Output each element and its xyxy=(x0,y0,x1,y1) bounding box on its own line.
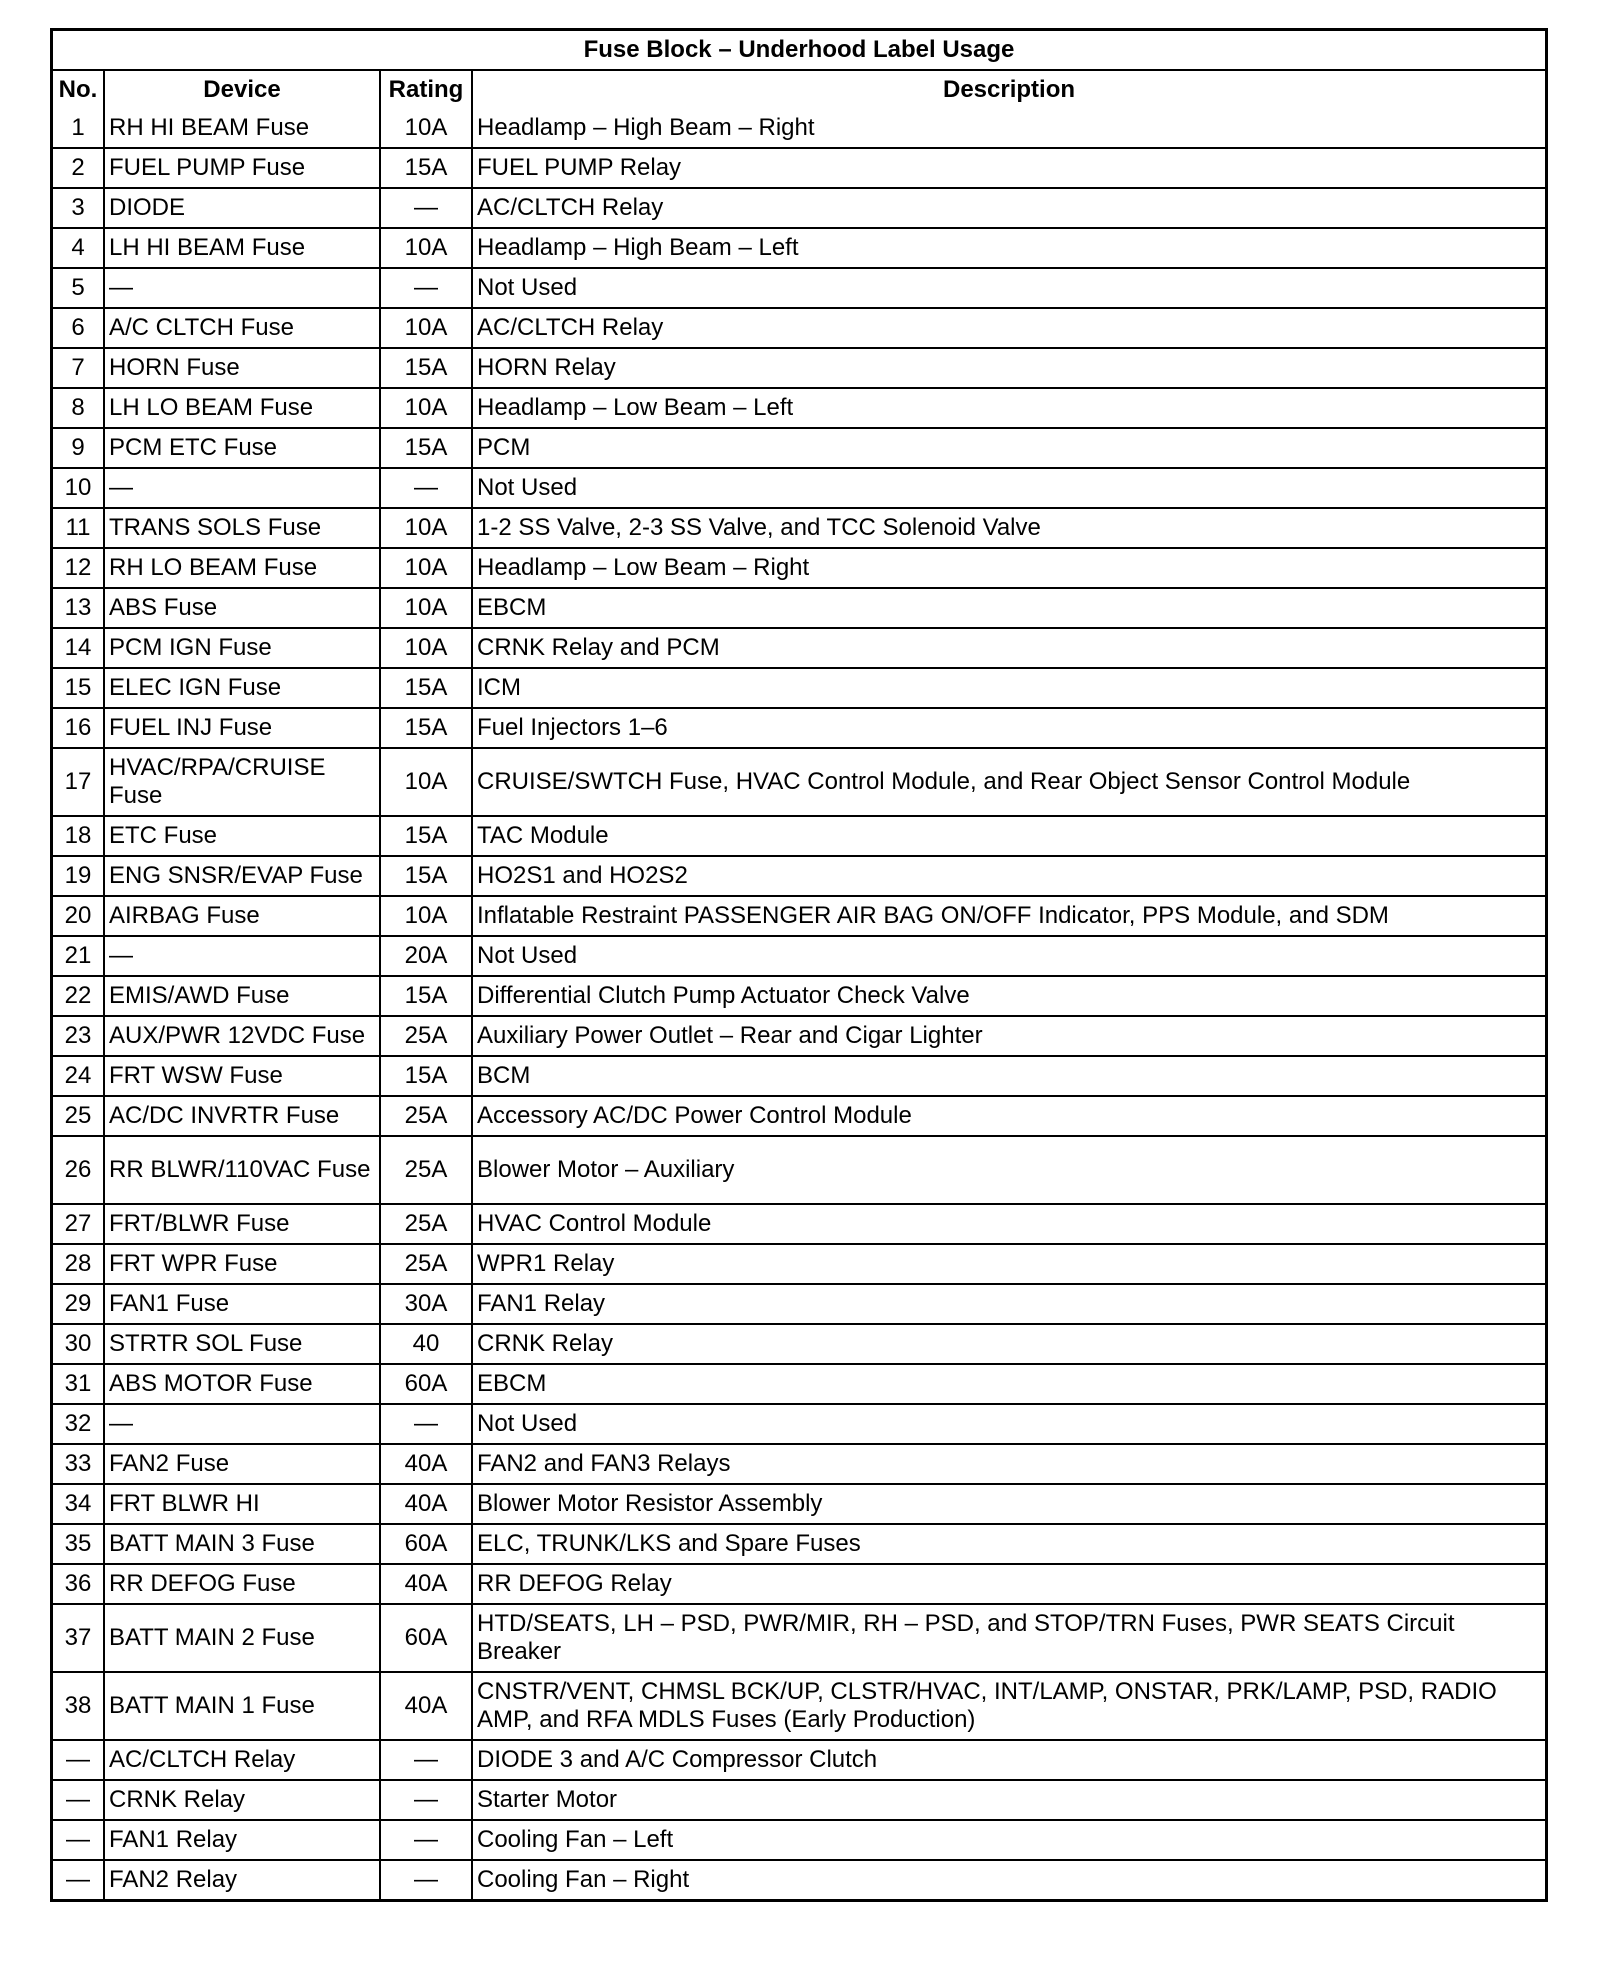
column-header-no: No. xyxy=(53,71,105,109)
cell-rating: 15A xyxy=(381,977,473,1017)
cell-rating: 60A xyxy=(381,1365,473,1405)
table-row xyxy=(53,1205,1545,1245)
cell-no: 8 xyxy=(53,389,105,429)
column-header-device: Device xyxy=(105,71,381,109)
cell-rating: 10A xyxy=(381,549,473,589)
cell-description: WPR1 Relay xyxy=(473,1245,1545,1285)
cell-no: 2 xyxy=(53,149,105,189)
cell-rating: 15A xyxy=(381,709,473,749)
cell-device: HVAC/RPA/CRUISE Fuse xyxy=(105,749,381,817)
cell-rating: 25A xyxy=(381,1245,473,1285)
table-row xyxy=(53,1673,1545,1741)
cell-no: 26 xyxy=(53,1137,105,1205)
table-row xyxy=(53,1861,1545,1899)
cell-rating: 25A xyxy=(381,1205,473,1245)
cell-no: — xyxy=(53,1741,105,1781)
cell-description: ELC, TRUNK/LKS and Spare Fuses xyxy=(473,1525,1545,1565)
cell-no: — xyxy=(53,1781,105,1821)
cell-rating: 10A xyxy=(381,897,473,937)
cell-device: FAN2 Fuse xyxy=(105,1445,381,1485)
cell-description: BCM xyxy=(473,1057,1545,1097)
cell-device: — xyxy=(105,937,381,977)
cell-device: BATT MAIN 1 Fuse xyxy=(105,1673,381,1741)
table-row xyxy=(53,269,1545,309)
cell-description: Fuel Injectors 1–6 xyxy=(473,709,1545,749)
cell-rating: 10A xyxy=(381,109,473,149)
table-row xyxy=(53,229,1545,269)
cell-description: CRUISE/SWTCH Fuse, HVAC Control Module, and Rear Object Sensor Control Module xyxy=(473,749,1545,817)
table-row xyxy=(53,1781,1545,1821)
table-row xyxy=(53,509,1545,549)
cell-device: — xyxy=(105,469,381,509)
cell-description: Cooling Fan – Right xyxy=(477,1866,690,1893)
cell-device: BATT MAIN 3 Fuse xyxy=(105,1525,381,1565)
cell-no: 29 xyxy=(53,1285,105,1325)
table-row xyxy=(53,1741,1545,1781)
cell-device: FRT/BLWR Fuse xyxy=(105,1205,381,1245)
fuse-table-container xyxy=(50,28,1548,1902)
cell-device: BATT MAIN 2 Fuse xyxy=(105,1605,381,1673)
cell-no: 7 xyxy=(53,349,105,389)
cell-no: 16 xyxy=(53,709,105,749)
cell-description: Headlamp – Low Beam – Right xyxy=(473,549,1545,589)
table-row xyxy=(53,1325,1545,1365)
table-row xyxy=(53,1245,1545,1285)
cell-no: 35 xyxy=(53,1525,105,1565)
cell-no: 18 xyxy=(53,817,105,857)
cell-description: Headlamp – High Beam – Left xyxy=(473,229,1545,269)
cell-description: Differential Clutch Pump Actuator Check Valve xyxy=(473,977,1545,1017)
table-row xyxy=(53,1057,1545,1097)
cell-no: 21 xyxy=(53,937,105,977)
cell-rating: 15A xyxy=(381,149,473,189)
cell-no: 15 xyxy=(53,669,105,709)
fuse-block-table xyxy=(50,28,1548,1902)
cell-rating: 15A xyxy=(381,817,473,857)
table-row xyxy=(53,1365,1545,1405)
cell-device: A/C CLTCH Fuse xyxy=(105,309,381,349)
cell-description: HORN Relay xyxy=(473,349,1545,389)
cell-no: — xyxy=(53,1821,105,1861)
cell-no: 1 xyxy=(53,109,105,149)
cell-device: AIRBAG Fuse xyxy=(105,897,381,937)
cell-device: STRTR SOL Fuse xyxy=(105,1325,381,1365)
cell-rating: 40A xyxy=(381,1565,473,1605)
table-row xyxy=(53,1405,1545,1445)
cell-description: Accessory AC/DC Power Control Module xyxy=(473,1097,1545,1137)
cell-rating: 60A xyxy=(381,1605,473,1673)
cell-no: 5 xyxy=(53,269,105,309)
cell-device: FAN1 Fuse xyxy=(105,1285,381,1325)
table-row xyxy=(53,429,1545,469)
table-row xyxy=(53,709,1545,749)
cell-description: AC/CLTCH Relay xyxy=(473,309,1545,349)
cell-no: 37 xyxy=(53,1605,105,1673)
cell-rating: 40A xyxy=(381,1673,473,1741)
cell-description: Cooling Fan – Left xyxy=(473,1821,1545,1861)
cell-device: RR BLWR/110VAC Fuse xyxy=(105,1137,381,1205)
cell-rating: 10A xyxy=(381,509,473,549)
cell-no: 28 xyxy=(53,1245,105,1285)
cell-device: ENG SNSR/EVAP Fuse xyxy=(105,857,381,897)
cell-description: ICM xyxy=(473,669,1545,709)
cell-no: 10 xyxy=(53,469,105,509)
table-row xyxy=(53,749,1545,817)
cell-device: FUEL PUMP Fuse xyxy=(105,149,381,189)
cell-device: HORN Fuse xyxy=(105,349,381,389)
cell-description: RR DEFOG Relay xyxy=(473,1565,1545,1605)
cell-description: AC/CLTCH Relay xyxy=(473,189,1545,229)
cell-rating: 15A xyxy=(381,349,473,389)
cell-rating: 15A xyxy=(381,429,473,469)
cell-device: ELEC IGN Fuse xyxy=(105,669,381,709)
cell-rating: 15A xyxy=(381,857,473,897)
cell-no: 24 xyxy=(53,1057,105,1097)
cell-no: 17 xyxy=(53,749,105,817)
cell-rating: 30A xyxy=(381,1285,473,1325)
cell-rating: 25A xyxy=(381,1017,473,1057)
cell-device: ETC Fuse xyxy=(105,817,381,857)
cell-rating: — xyxy=(381,189,473,229)
table-row xyxy=(53,1097,1545,1137)
cell-device: TRANS SOLS Fuse xyxy=(105,509,381,549)
cell-description: Blower Motor – Auxiliary xyxy=(473,1137,1545,1205)
cell-description: Not Used xyxy=(473,937,1545,977)
cell-no: 14 xyxy=(53,629,105,669)
cell-rating: 10A xyxy=(381,749,473,817)
cell-no: 22 xyxy=(53,977,105,1017)
cell-rating: 10A xyxy=(381,309,473,349)
cell-device: PCM ETC Fuse xyxy=(105,429,381,469)
cell-rating: 40A xyxy=(381,1445,473,1485)
cell-device: AC/DC INVRTR Fuse xyxy=(105,1097,381,1137)
cell-device: LH HI BEAM Fuse xyxy=(105,229,381,269)
table-row xyxy=(53,857,1545,897)
cell-description: Headlamp – High Beam – Right xyxy=(473,109,1545,149)
cell-device: AUX/PWR 12VDC Fuse xyxy=(105,1017,381,1057)
cell-no: 32 xyxy=(53,1405,105,1445)
cell-no: 27 xyxy=(53,1205,105,1245)
cell-description: Inflatable Restraint PASSENGER AIR BAG ON/OFF Indicator, PPS Module, and SDM xyxy=(473,897,1545,937)
table-row xyxy=(53,1821,1545,1861)
table-row xyxy=(53,897,1545,937)
cell-rating: 25A xyxy=(381,1137,473,1205)
cell-no: 13 xyxy=(53,589,105,629)
cell-no: 4 xyxy=(53,229,105,269)
cell-device: DIODE xyxy=(105,189,381,229)
cell-device: FAN1 Relay xyxy=(105,1821,381,1861)
table-row xyxy=(53,389,1545,429)
cell-no: 25 xyxy=(53,1097,105,1137)
cell-description: 1-2 SS Valve, 2-3 SS Valve, and TCC Solenoid Valve xyxy=(473,509,1545,549)
cell-description: HTD/SEATS, LH – PSD, PWR/MIR, RH – PSD, and STOP/TRN Fuses, PWR SEATS Circuit Breaker xyxy=(473,1605,1545,1673)
cell-no: 9 xyxy=(53,429,105,469)
table-row xyxy=(53,589,1545,629)
cell-device: — xyxy=(105,269,381,309)
table-row xyxy=(53,109,1545,149)
table-row xyxy=(53,189,1545,229)
table-row xyxy=(53,937,1545,977)
cell-description: FAN2 and FAN3 Relays xyxy=(473,1445,1545,1485)
cell-no: 20 xyxy=(53,897,105,937)
cell-no: 30 xyxy=(53,1325,105,1365)
cell-no: 31 xyxy=(53,1365,105,1405)
cell-rating: 40A xyxy=(381,1485,473,1525)
table-row xyxy=(53,1017,1545,1057)
cell-no: 19 xyxy=(53,857,105,897)
cell-device: RR DEFOG Fuse xyxy=(105,1565,381,1605)
table-row xyxy=(53,1445,1545,1485)
cell-device: LH LO BEAM Fuse xyxy=(105,389,381,429)
table-row xyxy=(53,1525,1545,1565)
cell-device: CRNK Relay xyxy=(105,1781,381,1821)
cell-no: 36 xyxy=(53,1565,105,1605)
header-row xyxy=(53,71,1545,109)
cell-description: FUEL PUMP Relay xyxy=(473,149,1545,189)
cell-rating: — xyxy=(381,1861,473,1899)
cell-description: PCM xyxy=(473,429,1545,469)
cell-rating: 20A xyxy=(381,937,473,977)
table-row xyxy=(53,1605,1545,1673)
table-row xyxy=(53,817,1545,857)
cell-rating: 40 xyxy=(381,1325,473,1365)
cell-rating: 10A xyxy=(381,229,473,269)
cell-no: 12 xyxy=(53,549,105,589)
cell-no: 33 xyxy=(53,1445,105,1485)
column-header-description: Description xyxy=(942,76,1076,103)
cell-no: 38 xyxy=(53,1673,105,1741)
cell-rating: — xyxy=(381,269,473,309)
table-row xyxy=(53,469,1545,509)
cell-no: 6 xyxy=(53,309,105,349)
cell-description: TAC Module xyxy=(473,817,1545,857)
cell-description: Blower Motor Resistor Assembly xyxy=(473,1485,1545,1525)
cell-description: CNSTR/VENT, CHMSL BCK/UP, CLSTR/HVAC, INT/LAMP, ONSTAR, PRK/LAMP, PSD, RADIO AMP, and RFA MDLS Fuses (Early Production) xyxy=(473,1673,1545,1741)
cell-description: CRNK Relay and PCM xyxy=(473,629,1545,669)
cell-device: RH LO BEAM Fuse xyxy=(105,549,381,589)
cell-description: HO2S1 and HO2S2 xyxy=(473,857,1545,897)
cell-device: FAN2 Relay xyxy=(105,1861,381,1899)
cell-rating: 10A xyxy=(381,389,473,429)
cell-description: Not Used xyxy=(473,469,1545,509)
table-row xyxy=(53,1285,1545,1325)
table-row xyxy=(53,149,1545,189)
fuse-table-body xyxy=(53,109,1545,1899)
cell-rating: — xyxy=(381,1781,473,1821)
cell-description: FAN1 Relay xyxy=(473,1285,1545,1325)
cell-rating: 25A xyxy=(381,1097,473,1137)
cell-no: — xyxy=(53,1861,105,1899)
column-header-rating: Rating xyxy=(381,71,473,109)
cell-description: CRNK Relay xyxy=(473,1325,1545,1365)
cell-rating: 10A xyxy=(381,629,473,669)
table-title: Fuse Block – Underhood Label Usage xyxy=(53,31,1545,71)
cell-description: Auxiliary Power Outlet – Rear and Cigar Lighter xyxy=(473,1017,1545,1057)
cell-description: EBCM xyxy=(473,589,1545,629)
cell-description: Headlamp – Low Beam – Left xyxy=(473,389,1545,429)
cell-rating: — xyxy=(381,1405,473,1445)
cell-rating: 15A xyxy=(381,669,473,709)
table-row xyxy=(53,977,1545,1017)
cell-rating: — xyxy=(381,469,473,509)
cell-device: PCM IGN Fuse xyxy=(105,629,381,669)
cell-device: EMIS/AWD Fuse xyxy=(105,977,381,1017)
cell-rating: — xyxy=(381,1741,473,1781)
table-row xyxy=(53,309,1545,349)
cell-device: — xyxy=(105,1405,381,1445)
cell-description: Starter Motor xyxy=(473,1781,1545,1821)
table-row xyxy=(53,1485,1545,1525)
table-row xyxy=(53,549,1545,589)
cell-rating: 15A xyxy=(381,1057,473,1097)
cell-device: RH HI BEAM Fuse xyxy=(105,109,381,149)
table-row xyxy=(53,1137,1545,1205)
table-row xyxy=(53,1565,1545,1605)
table-row xyxy=(53,629,1545,669)
cell-no: 3 xyxy=(53,189,105,229)
cell-rating: — xyxy=(381,1821,473,1861)
cell-description: Not Used xyxy=(473,1405,1545,1445)
cell-description: EBCM xyxy=(473,1365,1545,1405)
cell-device: FRT WSW Fuse xyxy=(105,1057,381,1097)
table-row xyxy=(53,669,1545,709)
cell-rating: 10A xyxy=(381,589,473,629)
cell-no: 34 xyxy=(53,1485,105,1525)
cell-device: AC/CLTCH Relay xyxy=(105,1741,381,1781)
cell-description: Not Used xyxy=(473,269,1545,309)
cell-rating: 60A xyxy=(381,1525,473,1565)
cell-no: 11 xyxy=(53,509,105,549)
table-row xyxy=(53,349,1545,389)
cell-no: 23 xyxy=(53,1017,105,1057)
cell-device: FUEL INJ Fuse xyxy=(105,709,381,749)
cell-description: DIODE 3 and A/C Compressor Clutch xyxy=(473,1741,1545,1781)
cell-description: HVAC Control Module xyxy=(473,1205,1545,1245)
cell-device: ABS Fuse xyxy=(105,589,381,629)
cell-device: FRT WPR Fuse xyxy=(105,1245,381,1285)
cell-device: ABS MOTOR Fuse xyxy=(105,1365,381,1405)
title-row xyxy=(53,31,1545,71)
cell-device: FRT BLWR HI xyxy=(105,1485,381,1525)
